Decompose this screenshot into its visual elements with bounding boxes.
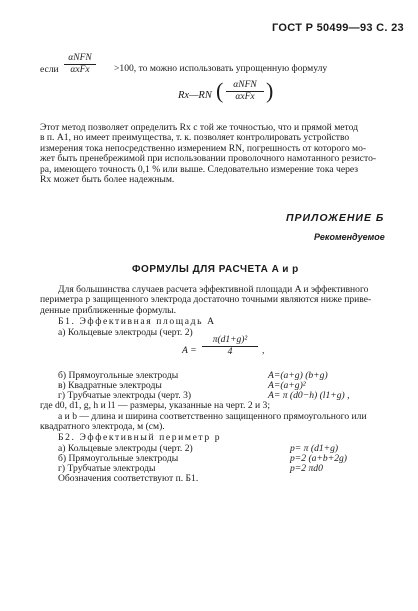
formula1-fraction [226,80,264,103]
b1-ab-line-2: квадратного электрода, м (см). [40,421,165,432]
b1-heading: Б1. Эффективная площадь A [58,316,216,327]
b1-where-line: где d0, d1, g, h и l1 — размеры, указанные на черт. 2 и 3; [40,400,271,411]
intro-formulas-line: денные приближенные формулы. [40,304,177,316]
b1-item-v: в) Квадратные электроды [58,380,162,391]
intro-fraction-numerator: αNFN [64,53,96,65]
b2-heading: Б2. Эффективный периметр p [58,432,222,443]
b2-item-a-formula: p= π (d1+g) [290,443,339,454]
method-paragraph-line: жет быть пренебрежимой при использовании проволочного намотанного резисто- [40,153,377,165]
formula1-denominator: αxFx [235,92,255,102]
b2-item-b-formula: p=2 (a+b+2g) [290,453,347,464]
b1-ab-line-1: a и b — длина и ширина соответственно защищенного прямоугольного или [58,411,367,422]
page-header: ГОСТ Р 50499—93 С. 23 [272,22,404,34]
b1-formula-numerator: π(d1+g)² [202,335,258,347]
intro-condition: >100, то можно использовать упрощенную формулу [114,63,328,74]
b2-item-b: б) Прямоугольные электроды [58,453,179,464]
intro-fraction-denominator: αxFx [70,65,90,75]
b2-item-g-formula: p=2 πd0 [290,463,323,474]
intro-formulas-line: периметра p защищенного электрода достаточно точными являются ниже приве- [40,294,372,306]
intro-formulas-line: Для большинства случаев расчета эффективной площади A и эффективного [58,284,369,295]
b1-item-g-formula: A= π (d0−h) (l1+g) , [268,390,350,401]
b2-note: Обозначения соответствуют п. Б1. [58,473,199,484]
intro-if-word: если [40,64,59,75]
b2-item-a: а) Кольцевые электроды (черт. 2) [58,443,193,454]
appendix-title: ПРИЛОЖЕНИЕ Б [286,212,385,224]
appendix-status: Рекомендуемое [314,232,385,242]
b1-item-v-formula: A=(a+g)² [268,380,306,391]
method-paragraph-line: измерения тока непосредственно измерением RN, погрешность от которого мо- [40,142,367,154]
b1-formula-tail: , [262,345,265,356]
section-title: ФОРМУЛЫ ДЛЯ РАСЧЕТА A и p [132,264,299,275]
method-paragraph [40,123,388,185]
method-paragraph-line: ра, имеющего точность 0,1 % или выше. Следовательно измерение тока через [40,163,359,175]
b1-item-b-formula: A=(a+g) (b+g) [268,370,328,381]
method-paragraph-line: в п. А1, но имеет преимущества, т. к. позволяет контролировать устройство [40,132,350,144]
b1-formula-denominator: 4 [227,347,233,357]
b1-formula-lhs: A = [182,345,197,356]
method-paragraph-line: Этот метод позволяет определить Rx с той же точностью, что и прямой метод [40,122,359,133]
formula1-lhs: Rx—RN [178,90,212,101]
b1-item-b: б) Прямоугольные электроды [58,370,179,381]
formula1-numerator: αNFN [226,80,264,92]
b1-item-g: г) Трубчатые электроды (черт. 3) [58,390,192,401]
intro-fraction [64,53,96,76]
b2-item-g: г) Трубчатые электроды [58,463,156,474]
intro-formulas-paragraph [40,285,388,316]
formula1-right-paren: ) [266,78,274,103]
b1-item-a: а) Кольцевые электроды (черт. 2) [58,327,193,338]
formula1-left-paren: ( [216,78,224,103]
b1-formula-fraction [202,335,258,358]
method-paragraph-line: Rx может быть более надежным. [40,174,175,186]
